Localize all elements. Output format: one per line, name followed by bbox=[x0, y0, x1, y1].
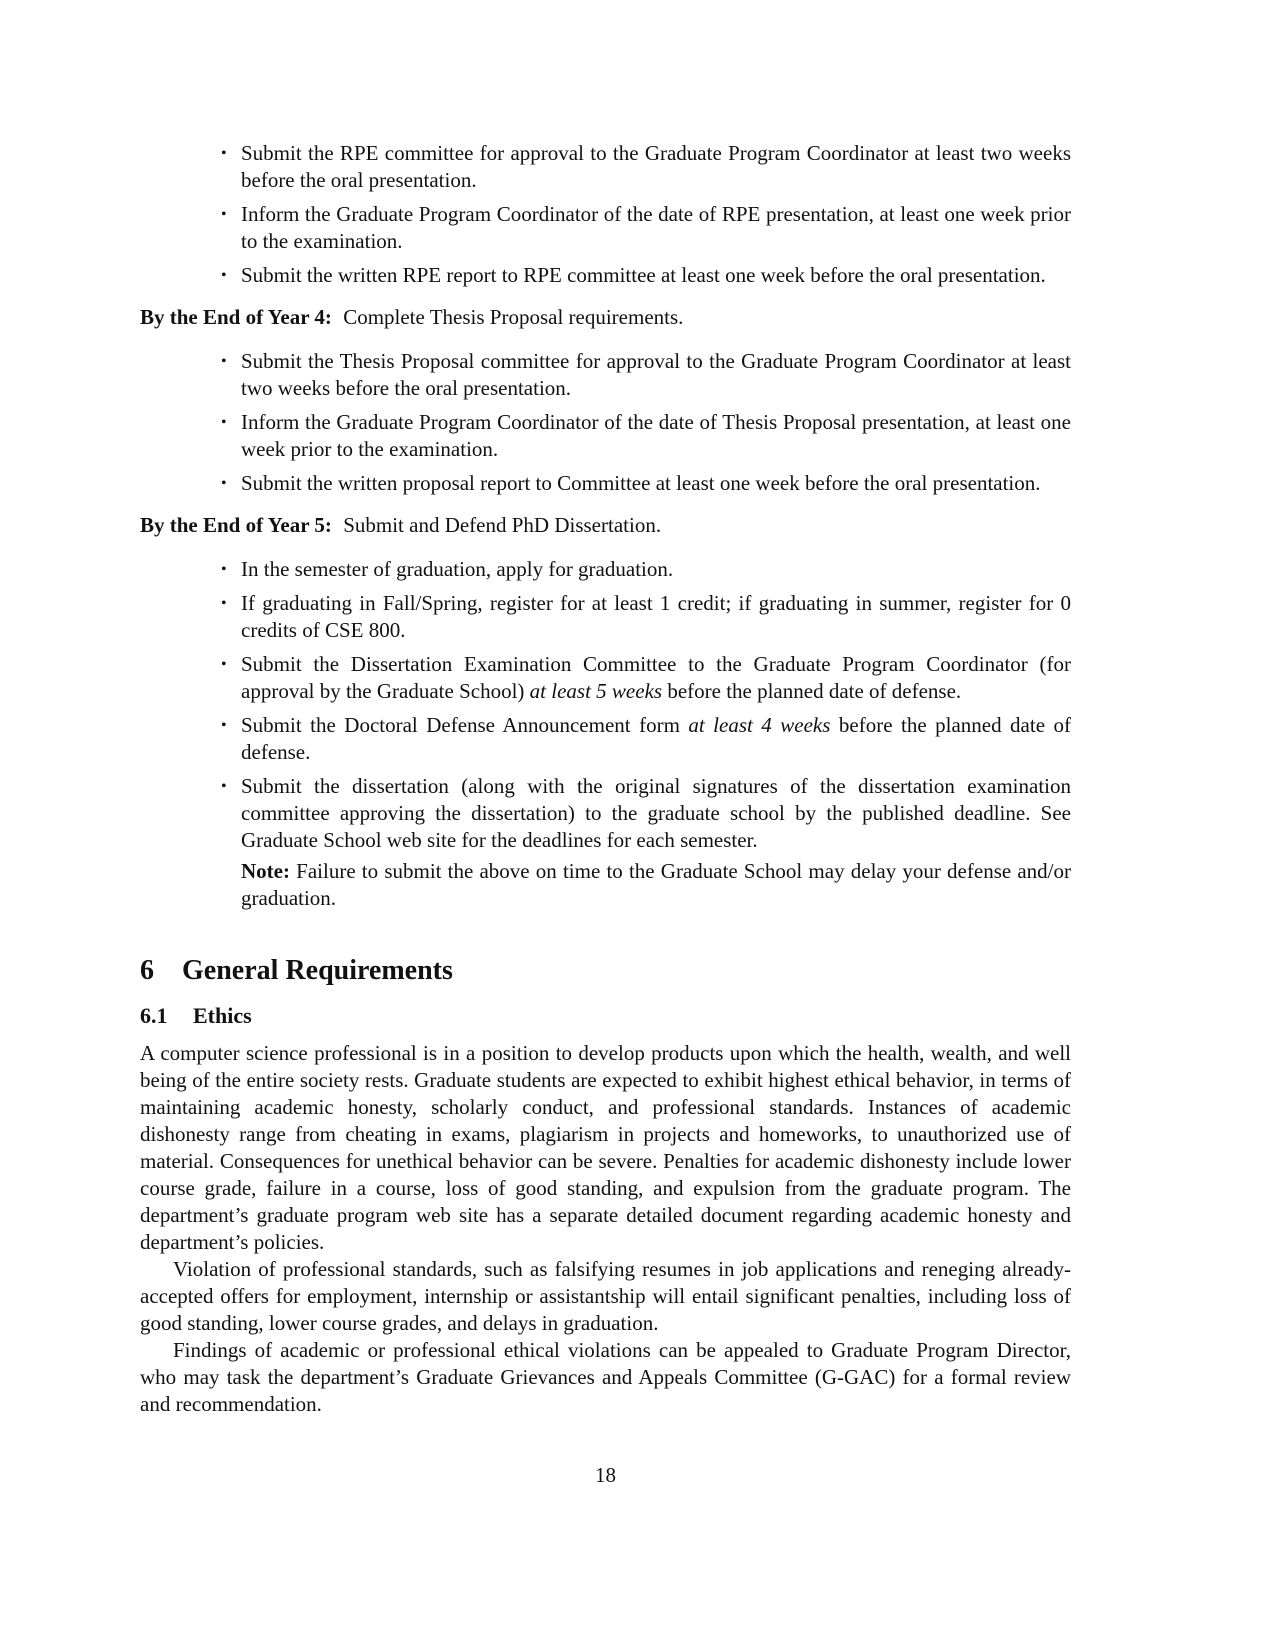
milestone-year-5 bbox=[140, 512, 1071, 539]
subsection-heading bbox=[140, 1002, 1071, 1030]
list-item bbox=[221, 409, 1071, 463]
bullet-icon: • bbox=[221, 206, 227, 223]
list-item bbox=[221, 590, 1071, 644]
bullet-icon: • bbox=[221, 656, 227, 673]
ethics-paragraph: A computer science professional is in a position to develop products upon which the health, wealth, and well being of the entire society rests. Graduate students are expected to exhibit highest ethical behavior, in terms of maintaining academic honesty, scholarly conduct, and professional standards. Instances of academic dishonesty range from cheating in exams, plagiarism in projects and homeworks, to unauthorized use of material. Consequences for unethical behavior can be severe. Penalties for academic dishonesty include lower course grade, failure in a course, loss of good standing, and expulsion from the graduate program. The department’s graduate program web site has a separate detailed document regarding academic honesty and department’s policies. bbox=[140, 1041, 1071, 1254]
list-item-text: Submit the dissertation (along with the original signatures of the dissertation examination committee approving the dissertation) to the graduate school by the published deadline. See Graduate School web site for the deadlines for each semester. bbox=[241, 774, 1071, 852]
list-item-text: Submit the RPE committee for approval to the Graduate Program Coordinator at least two weeks before the oral presentation. bbox=[241, 141, 1071, 192]
milestone-label: By the End of Year 5: bbox=[140, 513, 332, 537]
bullet-icon: • bbox=[221, 353, 227, 370]
bullet-icon: • bbox=[221, 778, 227, 795]
note-text: Failure to submit the above on time to the Graduate School may delay your defense and/or graduation. bbox=[241, 859, 1071, 910]
list-item bbox=[221, 651, 1071, 705]
list-item-text: Submit the Doctoral Defense Announcement form bbox=[241, 713, 680, 737]
list-item bbox=[221, 201, 1071, 255]
list-item bbox=[221, 140, 1071, 194]
list-item-text: Submit the Dissertation Examination Committee to the Graduate Program Coordinator (for approval by the Graduate School) bbox=[241, 652, 1071, 703]
dissertation-list bbox=[140, 556, 1071, 912]
milestone-label: By the End of Year 4: bbox=[140, 305, 332, 329]
bullet-icon: • bbox=[221, 561, 227, 578]
bullet-icon: • bbox=[221, 267, 227, 284]
appeals-paragraph: Findings of academic or professional ethical violations can be appealed to Graduate Program Director, who may task the department’s Graduate Grievances and Appeals Committee (G-GAC) for a formal review and recommendation. bbox=[140, 1338, 1071, 1416]
list-item-text: before the planned date of defense. bbox=[241, 713, 1071, 764]
note bbox=[241, 858, 1071, 912]
page-number: 18 bbox=[595, 1463, 616, 1487]
bullet-icon: • bbox=[221, 717, 227, 734]
list-item bbox=[221, 773, 1071, 912]
list-item-text: Inform the Graduate Program Coordinator of the date of RPE presentation, at least one week prior to the examination. bbox=[241, 202, 1071, 253]
thesis-proposal-list bbox=[140, 348, 1071, 497]
list-item-text: Submit the written RPE report to RPE committee at least one week before the oral presentation. bbox=[241, 263, 1046, 287]
list-item bbox=[221, 712, 1071, 766]
subsection-number: 6.1 bbox=[140, 1003, 168, 1028]
professional-standards-paragraph: Violation of professional standards, such as falsifying resumes in job applications and reneging already-accepted offers for employment, internship or assistantship will entail significant penalties, including loss of good standing, lower course grades, and delays in graduation. bbox=[140, 1257, 1071, 1335]
bullet-icon: • bbox=[221, 414, 227, 431]
section-title: General Requirements bbox=[182, 955, 453, 986]
bullet-icon: • bbox=[221, 595, 227, 612]
list-item bbox=[221, 470, 1071, 497]
list-item-text: If graduating in Fall/Spring, register for at least 1 credit; if graduating in summer, register for 0 credits of CSE 800. bbox=[241, 591, 1071, 642]
emphasis-deadline: at least 4 weeks bbox=[688, 713, 831, 737]
list-item-text: Inform the Graduate Program Coordinator of the date of Thesis Proposal presentation, at least one week prior to the examination. bbox=[241, 410, 1071, 461]
list-item-text: Submit the written proposal report to Committee at least one week before the oral presentation. bbox=[241, 471, 1041, 495]
bullet-icon: • bbox=[221, 475, 227, 492]
list-item bbox=[221, 556, 1071, 583]
milestone-year-4 bbox=[140, 304, 1071, 331]
bullet-icon: • bbox=[221, 145, 227, 162]
emphasis-deadline: at least 5 weeks bbox=[529, 679, 663, 703]
list-item-text: Submit the Thesis Proposal committee for approval to the Graduate Program Coordinator at least two weeks before the oral presentation. bbox=[241, 349, 1071, 400]
list-item bbox=[221, 348, 1071, 402]
subsection-title: Ethics bbox=[193, 1003, 252, 1028]
milestone-text: Submit and Defend PhD Dissertation. bbox=[343, 513, 662, 537]
milestone-text: Complete Thesis Proposal requirements. bbox=[343, 305, 684, 329]
section-number: 6 bbox=[140, 955, 154, 986]
list-item bbox=[221, 262, 1071, 289]
document-page bbox=[140, 140, 1071, 1418]
note-label: Note: bbox=[241, 859, 290, 883]
rpe-requirements-list bbox=[140, 140, 1071, 289]
list-item-text: before the planned date of defense. bbox=[667, 679, 962, 703]
section-heading bbox=[140, 954, 1071, 988]
list-item-text: In the semester of graduation, apply for graduation. bbox=[241, 557, 674, 581]
